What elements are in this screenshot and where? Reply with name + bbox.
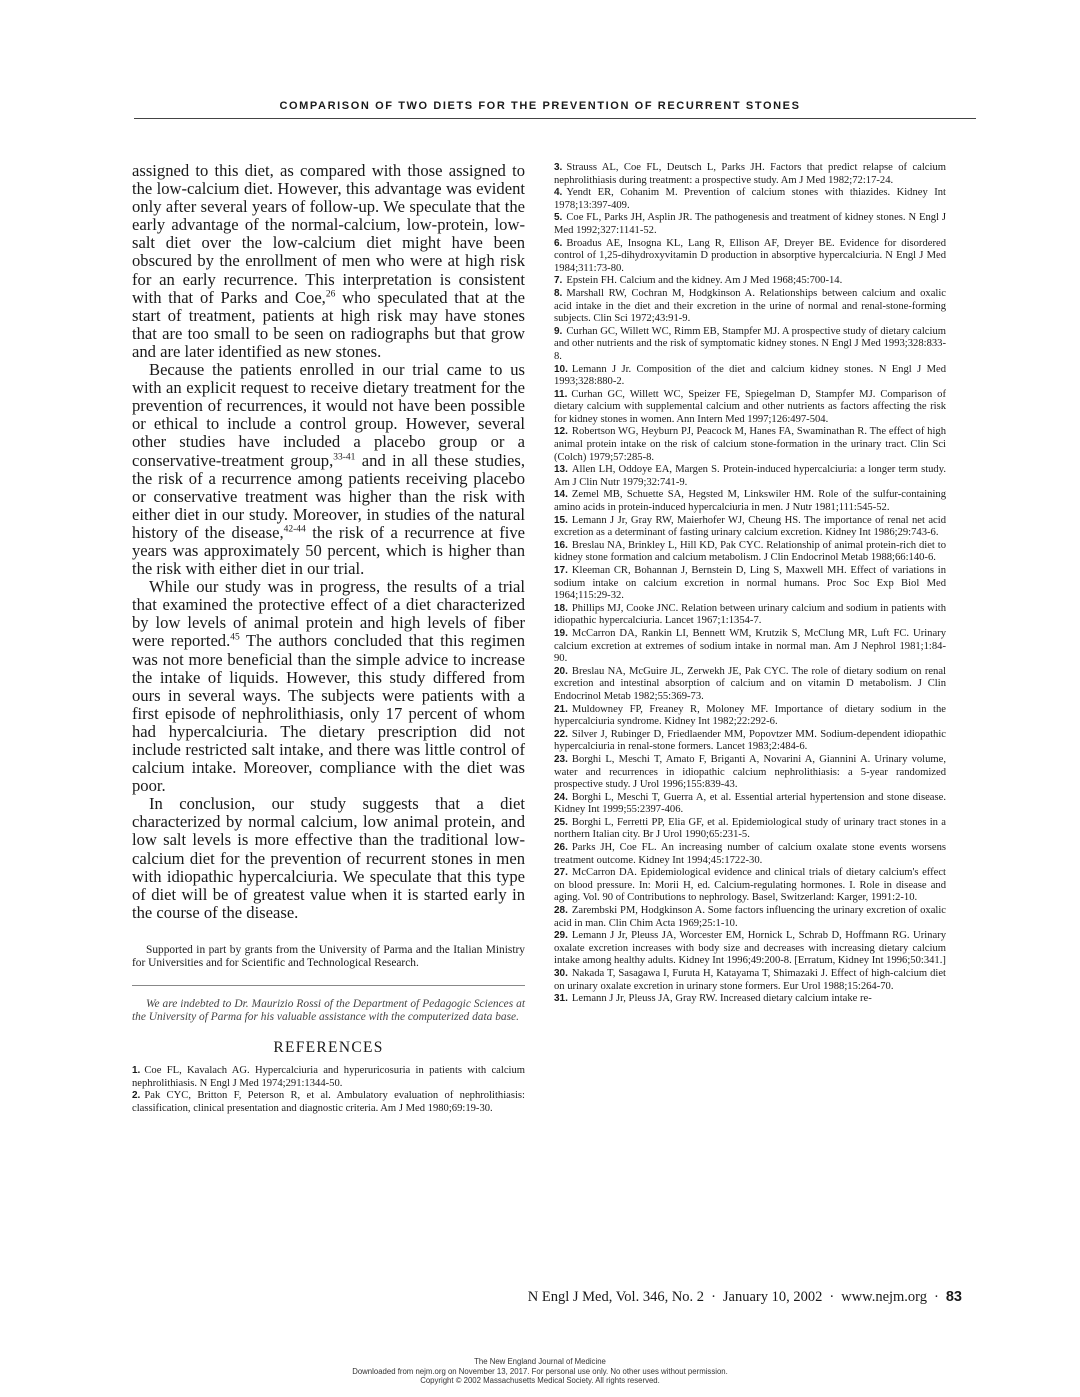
reference-item bbox=[554, 187, 946, 212]
reference-item bbox=[554, 540, 946, 565]
reference-item bbox=[554, 905, 946, 930]
reference-number: 11. bbox=[554, 388, 568, 400]
citation: 26 bbox=[325, 289, 336, 300]
reference-text: Curhan GC, Willett WC, Rimm EB, Stampfer MJ. A prospective study of dietary calcium and other nutrients and the risk of symptomatic kidney stones. N Engl J Med 1993;328:833-8. bbox=[554, 325, 946, 362]
reference-item bbox=[554, 603, 946, 628]
reference-number: 5. bbox=[554, 212, 563, 224]
reference-item bbox=[554, 842, 946, 867]
reference-number: 4. bbox=[554, 187, 563, 199]
reference-text: Lemann J Jr, Pleuss JA, Gray RW. Increased dietary calcium intake re- bbox=[571, 993, 872, 1005]
reference-number: 15. bbox=[554, 514, 568, 526]
reference-number: 3. bbox=[554, 162, 563, 173]
reference-number: 8. bbox=[554, 287, 563, 299]
body-paragraph-2 bbox=[132, 361, 525, 578]
reference-text: Borghi L, Meschi T, Guerra A, et al. Essential arterial hypertension and stone disease. Kidney Int 1999;55:2397-406. bbox=[554, 791, 946, 816]
reference-number: 22. bbox=[554, 728, 568, 740]
reference-text: Breslau NA, Brinkley L, Hill KD, Pak CYC. Relationship of animal protein-rich diet to kidney stone formation and calcium metabolism. J Clin Endocrinol Metab 1988;66:140-6. bbox=[554, 539, 946, 564]
reference-number: 30. bbox=[554, 968, 568, 979]
reference-number: 18. bbox=[554, 602, 568, 614]
reference-number: 29. bbox=[554, 930, 568, 942]
header-rule bbox=[134, 118, 976, 119]
reference-number: 25. bbox=[554, 816, 568, 828]
reference-text: Kleeman CR, Bohannan J, Bernstein D, Ling S, Maxwell MH. Effect of variations in sodium intake on calcium excretion in normal humans. Proc Soc Exp Biol Med 1964;115:29-32. bbox=[554, 565, 946, 602]
references-heading: REFERENCES bbox=[273, 1038, 384, 1056]
reference-item bbox=[554, 238, 946, 276]
footer-separator: · bbox=[934, 1289, 939, 1305]
reference-item bbox=[554, 968, 946, 993]
reference-text: Coe FL, Kavalach AG. Hypercalciuria and hyperuricosuria in patients with calcium nephrolithiasis. N Engl J Med 1974;291:1344-50. bbox=[132, 1064, 525, 1089]
reference-item bbox=[554, 993, 946, 1006]
footer-date: January 10, 2002 bbox=[722, 1289, 823, 1305]
funding-note-block bbox=[132, 944, 525, 986]
reference-text: Broadus AE, Insogna KL, Lang R, Ellison AF, Dreyer BE. Evidence for disordered control of 1,25-dihydroxyvitamin D production in absorptive hypercalciuria. N Engl J Med 1984;311:73-80. bbox=[554, 237, 946, 274]
reference-text: Muldowney FP, Freaney R, Moloney MF. Importance of dietary sodium in the hypercalciuria syndrome. Kidney Int 1982;22:292-6. bbox=[554, 703, 946, 728]
reference-number: 13. bbox=[554, 464, 568, 476]
reference-number: 20. bbox=[554, 665, 568, 677]
reference-number: 12. bbox=[554, 426, 568, 438]
reference-number: 31. bbox=[554, 993, 568, 1005]
citation: 33-41 bbox=[333, 451, 356, 462]
reference-item bbox=[554, 275, 946, 288]
reference-item bbox=[554, 515, 946, 540]
reference-number: 6. bbox=[554, 237, 563, 249]
references-list-left bbox=[132, 1065, 525, 1115]
acknowledgment: We are indebted to Dr. Maurizio Rossi of the Department of Pedagogic Sciences at the University of Parma for his valuable assistance with the computerized data base. bbox=[132, 997, 525, 1024]
download-notice-permission: Downloaded from nejm.org on November 13, 2017. For personal use only. No other uses without permission. bbox=[352, 1366, 728, 1376]
reference-text: Epstein FH. Calcium and the kidney. Am J Med 1968;45:700-14. bbox=[566, 275, 843, 287]
body-text: While our study was in progress, the results of a trial that examined the protective effect of a diet characterized by low levels of animal protein and high levels of fiber were reported. bbox=[132, 577, 525, 651]
reference-item bbox=[554, 326, 946, 364]
reference-number: 26. bbox=[554, 842, 568, 854]
page-number: 83 bbox=[945, 1289, 962, 1305]
page-footer bbox=[528, 1289, 962, 1306]
footer-separator: · bbox=[711, 1289, 716, 1305]
reference-text: McCarron DA, Rankin LI, Bennett WM, Krutzik S, McClung MR, Luft FC. Urinary calcium excretion at extremes of sodium intake in normal man. Am J Nephrol 1981;1:84-90. bbox=[554, 627, 946, 665]
body-paragraph-1 bbox=[132, 162, 525, 361]
reference-item bbox=[554, 364, 946, 389]
reference-text: Curhan GC, Willett WC, Speizer FE, Spiegelman D, Stampfer MJ. Comparison of dietary calcium with supplemental calcium and other nutrients as factors affecting the risk for kidney stones in women. Ann Intern Med 1997;126:497-504. bbox=[554, 388, 946, 425]
reference-number: 14. bbox=[554, 489, 568, 501]
reference-text: Parks JH, Coe FL. An increasing number of calcium oxalate stone events worsens treatment outcome. Kidney Int 1994;45:1722-30. bbox=[554, 842, 946, 866]
reference-text: Zarembski PM, Hodgkinson A. Some factors influencing the urinary excretion of oxalic acid in man. Clin Chim Acta 1969;25:1-10. bbox=[554, 905, 946, 929]
citation: 42-44 bbox=[283, 524, 306, 535]
reference-text: Coe FL, Parks JH, Asplin JR. The pathogenesis and treatment of kidney stones. N Engl J Med 1992;327:1141-52. bbox=[554, 212, 946, 236]
reference-text: Zemel MB, Schuette SA, Hegsted M, Linkswiler HM. Role of the sulfur-containing amino acids in protein-induced hypercalciuria in men. J Nutr 1981;111:545-52. bbox=[554, 489, 946, 514]
reference-number: 23. bbox=[554, 753, 568, 765]
footer-separator: · bbox=[829, 1289, 835, 1305]
footer-site: www.nejm.org bbox=[841, 1289, 928, 1305]
reference-number: 9. bbox=[554, 325, 563, 337]
reference-number: 21. bbox=[554, 703, 568, 715]
reference-text: Breslau NA, McGuire JL, Zerwekh JE, Pak CYC. The role of dietary sodium on renal excretion and intestinal absorption of calcium and on vitamin D metabolism. J Clin Endocrinol Metab 1982;55:369-73. bbox=[554, 665, 946, 702]
reference-text: Yendt ER, Cohanim M. Prevention of calcium stones with thiazides. Kidney Int 1978;13:397-409. bbox=[554, 187, 946, 211]
reference-number: 24. bbox=[554, 791, 568, 803]
reference-text: Strauss AL, Coe FL, Deutsch L, Parks JH. Factors that predict relapse of calcium nephrolithiasis during treatment: a prospective study. Am J Med 1982;72:17-24. bbox=[554, 162, 946, 186]
reference-number: 27. bbox=[554, 867, 568, 879]
reference-item bbox=[554, 464, 946, 489]
body-paragraph-3 bbox=[132, 578, 525, 795]
reference-text: Lemann J Jr, Pleuss JA, Worcester EM, Hornick L, Schrab D, Hoffmann RG. Urinary oxalate excretion increases with body size and decreases with increasing dietary calcium intake among healthy adults. Kidney Int 1996;49:200-8. [Erratum, Kidney Int 1996;50:341.] bbox=[554, 930, 946, 967]
reference-item bbox=[554, 754, 946, 792]
reference-item bbox=[554, 704, 946, 729]
reference-text: Marshall RW, Cochran M, Hodgkinson A. Relationships between calcium and oxalic acid intake in the diet and their excretion in the urine of normal and renal-stone-forming subjects. Clin Sci 1972;43:91-9. bbox=[554, 287, 946, 325]
reference-item bbox=[554, 426, 946, 464]
references-list-right bbox=[554, 162, 946, 1006]
funding-note: Supported in part by grants from the University of Parma and the Italian Ministry for Universities and for Scientific and Technological Research. bbox=[132, 943, 525, 970]
download-notice bbox=[0, 1357, 1080, 1386]
reference-item bbox=[554, 729, 946, 754]
reference-item bbox=[554, 212, 946, 237]
reference-number: 16. bbox=[554, 539, 568, 551]
reference-text: Allen LH, Oddoye EA, Margen S. Protein-induced hypercalciuria: a longer term study. Am J Clin Nutr 1979;32:741-9. bbox=[554, 464, 946, 488]
reference-item bbox=[132, 1065, 525, 1090]
reference-number: 2. bbox=[132, 1090, 141, 1102]
reference-text: Pak CYC, Britton F, Peterson R, et al. Ambulatory evaluation of nephrolithiasis: classification, clinical presentation and diagnostic criteria. Am J Med 1980;69:19-30. bbox=[132, 1090, 525, 1114]
reference-text: Silver J, Rubinger D, Friedlaender MM, Popovtzer MM. Sodium-dependent idiopathic hypercalciuria in renal-stone formers. Lancet 1983;2:484-6. bbox=[554, 728, 946, 753]
reference-text: Phillips MJ, Cooke JNC. Relation between urinary calcium and sodium in patients with idiopathic hypercalciuria. Lancet 1967;1:1354-7. bbox=[554, 602, 946, 627]
reference-text: Lemann J Jr. Composition of the diet and calcium kidney stones. N Engl J Med 1993;328:880-2. bbox=[554, 363, 946, 388]
body-text: assigned to this diet, as compared with those assigned to the low-calcium diet. However, this advantage was evident only after several years of follow-up. We speculate that the early advantage of the normal-calcium, low-protein, low-salt diet over the low-calcium diet might have been obscured by the enrollment of men who were at high risk for an early recurrence. This interpretation is consistent with that of Parks and Coe, bbox=[132, 161, 525, 307]
reference-item bbox=[554, 489, 946, 514]
reference-number: 10. bbox=[554, 363, 568, 375]
reference-number: 7. bbox=[554, 275, 563, 287]
left-column bbox=[132, 162, 525, 1115]
body-text: who speculated that at the start of treatment, patients at high risk may have stones that are too small to be seen on radiographs but that grow and are later identified as new stones. bbox=[132, 287, 525, 361]
reference-item bbox=[554, 792, 946, 817]
reference-text: Borghi L, Meschi T, Amato F, Briganti A, Novarini A, Giannini A. Urinary volume, water and recurrences in idiopathic calcium nephrolithiasis: a 5-year randomized prospective study. J Urol 1996;155:839-43. bbox=[554, 753, 946, 791]
reference-item bbox=[554, 867, 946, 905]
reference-text: Lemann J Jr, Gray RW, Maierhofer WJ, Cheung HS. The importance of renal net acid excretion as a determinant of fasting urinary calcium excretion. Kidney Int 1986;29:743-6. bbox=[554, 514, 946, 539]
running-header: COMPARISON OF TWO DIETS FOR THE PREVENTION OF RECURRENT STONES bbox=[279, 100, 801, 112]
reference-item bbox=[132, 1090, 525, 1115]
reference-item bbox=[554, 930, 946, 968]
reference-item bbox=[554, 666, 946, 704]
body-text: Because the patients enrolled in our trial came to us with an explicit request to receive dietary treatment for the prevention of recurrences, it would not have been possible or ethical to include a control group. However, several other studies have included a placebo group or a conservative-treatment group, bbox=[132, 360, 525, 470]
reference-text: Nakada T, Sasagawa I, Furuta H, Katayama T, Shimazaki J. Effect of high-calcium diet on urinary oxalate excretion in urinary stone formers. Eur Urol 1988;15:264-70. bbox=[554, 968, 946, 992]
reference-number: 19. bbox=[554, 627, 568, 639]
body-text: The authors concluded that this regimen was not more beneficial than the simple advice to increase the intake of liquids. However, this study differed from ours in several ways. The subjects were patients with a first episode of nephrolithiasis, only 17 percent of whom had hypercalciuria. The dietary prescription did not include restricted salt intake, and there was little control of calcium intake. Moreover, compliance with the diet was poor. bbox=[132, 631, 525, 796]
reference-item bbox=[554, 162, 946, 187]
download-notice-copyright: Copyright © 2002 Massachusetts Medical Society. All rights reserved. bbox=[420, 1376, 660, 1385]
reference-number: 1. bbox=[132, 1064, 141, 1076]
body-text: and in all these studies, the risk of a recurrence among patients receiving placebo or conservative treatment was higher than the risk with either diet in our study. Moreover, in studies of the natural history of the disease, bbox=[132, 450, 525, 542]
reference-text: Robertson WG, Heyburn PJ, Peacock M, Hanes FA, Swaminathan R. The effect of high animal protein intake on the risk of calcium stone-formation in the urinary tract. Clin Sci (Colch) 1979;57:285-8. bbox=[554, 426, 946, 463]
body-paragraph-4: In conclusion, our study suggests that a diet characterized by normal calcium, low animal protein, and low salt levels is more effective than the traditional low-calcium diet for the prevention of recurrent stones in men with idiopathic hypercalciuria. We speculate that this type of diet will be of greatest value when it is started early in the course of the disease. bbox=[132, 794, 525, 922]
reference-item bbox=[554, 288, 946, 326]
citation: 45 bbox=[230, 632, 240, 643]
reference-number: 17. bbox=[554, 565, 568, 576]
footer-journal: N Engl J Med, Vol. 346, No. 2 bbox=[527, 1289, 705, 1305]
reference-item bbox=[554, 817, 946, 842]
right-column bbox=[554, 162, 946, 1006]
reference-item bbox=[554, 565, 946, 603]
reference-number: 28. bbox=[554, 905, 568, 917]
reference-text: Borghi L, Ferretti PP, Elia GF, et al. Epidemiological study of urinary tract stones in a northern Italian city. Br J Urol 1990;65:231-5. bbox=[554, 816, 946, 841]
download-notice-journal: The New England Journal of Medicine bbox=[474, 1357, 606, 1366]
reference-item bbox=[554, 628, 946, 666]
reference-text: McCarron DA. Epidemiological evidence and clinical trials of dietary calcium's effect on blood pressure. In: Morii H, ed. Calcium-regulating hormones. I. Role in disease and aging. Vol. 90 of Contributions to nephrology. Basel, Switzerland: Karger, 1991:2-10. bbox=[554, 867, 946, 904]
body-text: the risk of a recurrence at five years was approximately 50 percent, which is higher than the risk with either diet in our trial. bbox=[132, 522, 525, 579]
reference-item bbox=[554, 389, 946, 427]
